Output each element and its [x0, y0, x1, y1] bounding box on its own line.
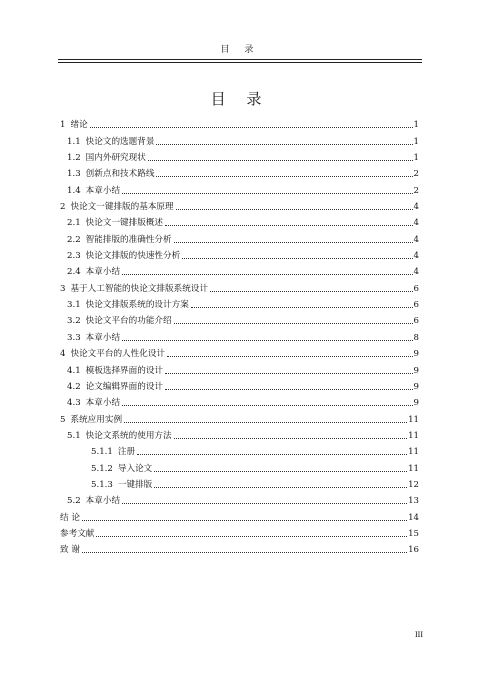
dot-leader: [137, 454, 407, 455]
toc-entry-page: 4: [413, 218, 419, 229]
toc-entry-label: [67, 299, 189, 311]
running-header: 目 录: [220, 45, 260, 55]
dot-leader: [174, 242, 413, 243]
toc-entry[interactable]: [60, 442, 419, 458]
dot-leader: [148, 160, 413, 161]
toc-entry-text: 智能排版的准确性分析: [85, 234, 172, 245]
toc-entry[interactable]: [60, 377, 419, 393]
toc-entry-text: 快论文的选题背景: [85, 136, 155, 147]
toc-entry[interactable]: [60, 197, 419, 213]
toc-entry-number: 3.2: [67, 316, 81, 327]
dot-leader: [174, 438, 407, 439]
toc-entry-label: [60, 119, 88, 131]
dot-leader: [124, 422, 407, 423]
toc-entry-text: 本章小结: [85, 185, 121, 196]
toc-entry-number: 3.1: [67, 300, 81, 311]
toc-entry-label: [67, 397, 120, 409]
dot-leader: [122, 405, 412, 406]
dot-leader: [156, 144, 412, 145]
toc-entry[interactable]: [60, 426, 419, 442]
dot-leader: [154, 471, 407, 472]
toc-entry[interactable]: [60, 131, 419, 147]
toc-entry-label: [67, 332, 120, 344]
toc-entry-page: 11: [408, 447, 419, 458]
toc-entry-text: 创新点和技术路线: [85, 169, 155, 180]
toc-entry-number: 5.1: [67, 430, 81, 441]
toc-entry-number: 3: [60, 283, 66, 294]
toc-entry-label: [67, 152, 146, 164]
toc-entry-text: 模板选择界面的设计: [85, 365, 164, 376]
toc-entry-label: [60, 414, 122, 426]
header-rule-thin: [58, 62, 422, 63]
toc-entry-text: 基于人工智能的快论文排版系统设计: [70, 283, 208, 294]
toc-entry-page: 15: [408, 528, 419, 539]
toc-entry-text: 绪论: [70, 120, 88, 131]
dot-leader: [182, 258, 412, 259]
toc-entry-number: 3.3: [67, 332, 81, 343]
toc-entry-page: 6: [413, 283, 419, 294]
toc-entry-page: 2: [413, 185, 419, 196]
toc-entry-text: 国内外研究现状: [85, 153, 146, 164]
toc-entry-number: 5.1.3: [91, 479, 113, 490]
toc-entry-text: 导入论文: [117, 463, 153, 474]
toc-entry-label: [67, 381, 163, 393]
toc-entry-text: 参考文献: [60, 528, 95, 539]
toc-entry-label: [91, 463, 152, 475]
toc-entry-label: [60, 544, 80, 556]
toc-entry-page: 1: [413, 153, 419, 164]
toc-entry[interactable]: [60, 409, 419, 425]
toc-entry-label: [60, 528, 94, 540]
toc-entry-label: [91, 479, 152, 491]
toc-entry-text: 注册: [117, 447, 136, 458]
dot-leader: [96, 536, 407, 537]
toc-entry-number: 4.1: [67, 365, 81, 376]
dot-leader: [167, 356, 413, 357]
dot-leader: [122, 340, 412, 341]
toc-entry-label: [67, 217, 163, 229]
header-rule-thick: [58, 59, 422, 60]
toc-entry[interactable]: [60, 344, 419, 360]
toc-entry-number: 1.2: [67, 153, 81, 164]
toc-entry-label: [67, 495, 120, 507]
toc-entry[interactable]: [60, 507, 419, 523]
toc-entry-label: [91, 446, 135, 458]
toc-entry-text: 本章小结: [85, 267, 121, 278]
toc-entry-number: 5.2: [67, 496, 81, 507]
toc-entry-number: 2.2: [67, 234, 81, 245]
dot-leader: [156, 176, 412, 177]
dot-leader: [210, 291, 413, 292]
toc-entry-page: 13: [408, 496, 419, 507]
page-number: III: [415, 630, 423, 639]
toc-entry-label: [67, 136, 154, 148]
toc-entry-text: 快论文一键排版概述: [85, 218, 164, 229]
toc-entry-page: 4: [413, 267, 419, 278]
toc-entry-page: 1: [413, 136, 419, 147]
toc-entry[interactable]: [60, 458, 419, 474]
toc-entry-number: 5: [60, 414, 66, 425]
toc-entry-number: 2.3: [67, 251, 81, 262]
toc-entry-text: 快论文排版的快速性分析: [85, 251, 181, 262]
toc-entry-number: 1.4: [67, 185, 81, 196]
toc-entry-text: 快论文平台的功能介绍: [85, 316, 172, 327]
toc-entry[interactable]: [60, 180, 419, 196]
toc-entry-label: [67, 365, 163, 377]
dot-leader: [122, 503, 407, 504]
table-of-contents: [60, 115, 419, 556]
toc-entry-label: [60, 512, 80, 524]
toc-entry-text: 本章小结: [85, 398, 121, 409]
toc-entry[interactable]: [60, 246, 419, 262]
toc-entry-page: 14: [408, 512, 419, 523]
toc-entry-label: [67, 266, 120, 278]
toc-entry-text: 快论文系统的使用方法: [85, 430, 172, 441]
toc-entry-number: 1: [60, 120, 66, 131]
toc-entry-text: 一键排版: [117, 479, 153, 490]
toc-entry[interactable]: [60, 295, 419, 311]
toc-entry-page: 16: [408, 545, 419, 556]
toc-entry[interactable]: [60, 540, 419, 556]
page-title: 目 录: [210, 90, 270, 108]
toc-entry-label: [67, 430, 172, 442]
toc-entry[interactable]: [60, 327, 419, 343]
toc-entry-page: 8: [413, 332, 419, 343]
toc-entry-text: 结 论: [60, 512, 80, 523]
toc-entry-page: 4: [413, 251, 419, 262]
dot-leader: [165, 389, 413, 390]
dot-leader: [82, 520, 407, 521]
toc-entry-label: [67, 168, 154, 180]
toc-entry-page: 9: [413, 349, 419, 360]
toc-entry[interactable]: [60, 213, 419, 229]
toc-entry-page: 11: [408, 463, 419, 474]
toc-entry-number: 4: [60, 349, 66, 360]
toc-entry-page: 6: [413, 300, 419, 311]
toc-entry-page: 6: [413, 316, 419, 327]
toc-entry-number: 2.4: [67, 267, 81, 278]
dot-leader: [191, 307, 413, 308]
toc-entry-text: 快论文平台的人性化设计: [70, 349, 166, 360]
toc-entry[interactable]: [60, 360, 419, 376]
dot-leader: [122, 193, 412, 194]
toc-entry[interactable]: [60, 164, 419, 180]
toc-entry-number: 1.3: [67, 169, 81, 180]
toc-entry-label: [67, 315, 172, 327]
toc-entry[interactable]: [60, 115, 419, 131]
dot-leader: [174, 323, 413, 324]
toc-entry-number: 1.1: [67, 136, 81, 147]
toc-entry-label: [60, 348, 165, 360]
toc-entry[interactable]: [60, 524, 419, 540]
dot-leader: [154, 487, 407, 488]
toc-entry-label: [67, 250, 180, 262]
dot-leader: [122, 274, 412, 275]
dot-leader: [90, 127, 413, 128]
toc-entry[interactable]: [60, 262, 419, 278]
toc-entry[interactable]: [60, 229, 419, 245]
toc-entry-text: 本章小结: [85, 496, 121, 507]
dot-leader: [165, 373, 413, 374]
toc-entry-page: 9: [413, 398, 419, 409]
toc-entry-page: 9: [413, 365, 419, 376]
toc-entry-page: 11: [408, 430, 419, 441]
toc-entry-page: 12: [408, 479, 419, 490]
toc-entry-page: 4: [413, 234, 419, 245]
toc-entry-page: 9: [413, 381, 419, 392]
dot-leader: [165, 225, 413, 226]
toc-entry-text: 本章小结: [85, 332, 121, 343]
toc-entry-label: [60, 283, 208, 295]
toc-entry-number: 2.1: [67, 218, 81, 229]
toc-entry[interactable]: [60, 393, 419, 409]
toc-entry[interactable]: [60, 311, 419, 327]
toc-entry-number: 4.2: [67, 381, 81, 392]
toc-entry-text: 致 谢: [60, 545, 80, 556]
toc-entry-text: 论文编辑界面的设计: [85, 381, 164, 392]
toc-entry[interactable]: [60, 148, 419, 164]
toc-entry-page: 2: [413, 169, 419, 180]
toc-entry-page: 1: [413, 120, 419, 131]
toc-entry[interactable]: [60, 491, 419, 507]
toc-entry-number: 2: [60, 202, 66, 213]
dot-leader: [176, 209, 413, 210]
toc-entry-page: 11: [408, 414, 419, 425]
toc-entry-text: 快论文一键排版的基本原理: [70, 202, 174, 213]
toc-entry-text: 系统应用实例: [70, 414, 123, 425]
toc-entry[interactable]: [60, 475, 419, 491]
toc-entry-number: 5.1.1: [91, 447, 113, 458]
dot-leader: [82, 552, 407, 553]
toc-entry[interactable]: [60, 278, 419, 294]
toc-entry-text: 快论文排版系统的设计方案: [85, 300, 189, 311]
toc-entry-number: 4.3: [67, 398, 81, 409]
toc-entry-label: [60, 201, 174, 213]
toc-entry-page: 4: [413, 202, 419, 213]
toc-entry-label: [67, 234, 172, 246]
toc-entry-number: 5.1.2: [91, 463, 113, 474]
toc-entry-label: [67, 185, 120, 197]
